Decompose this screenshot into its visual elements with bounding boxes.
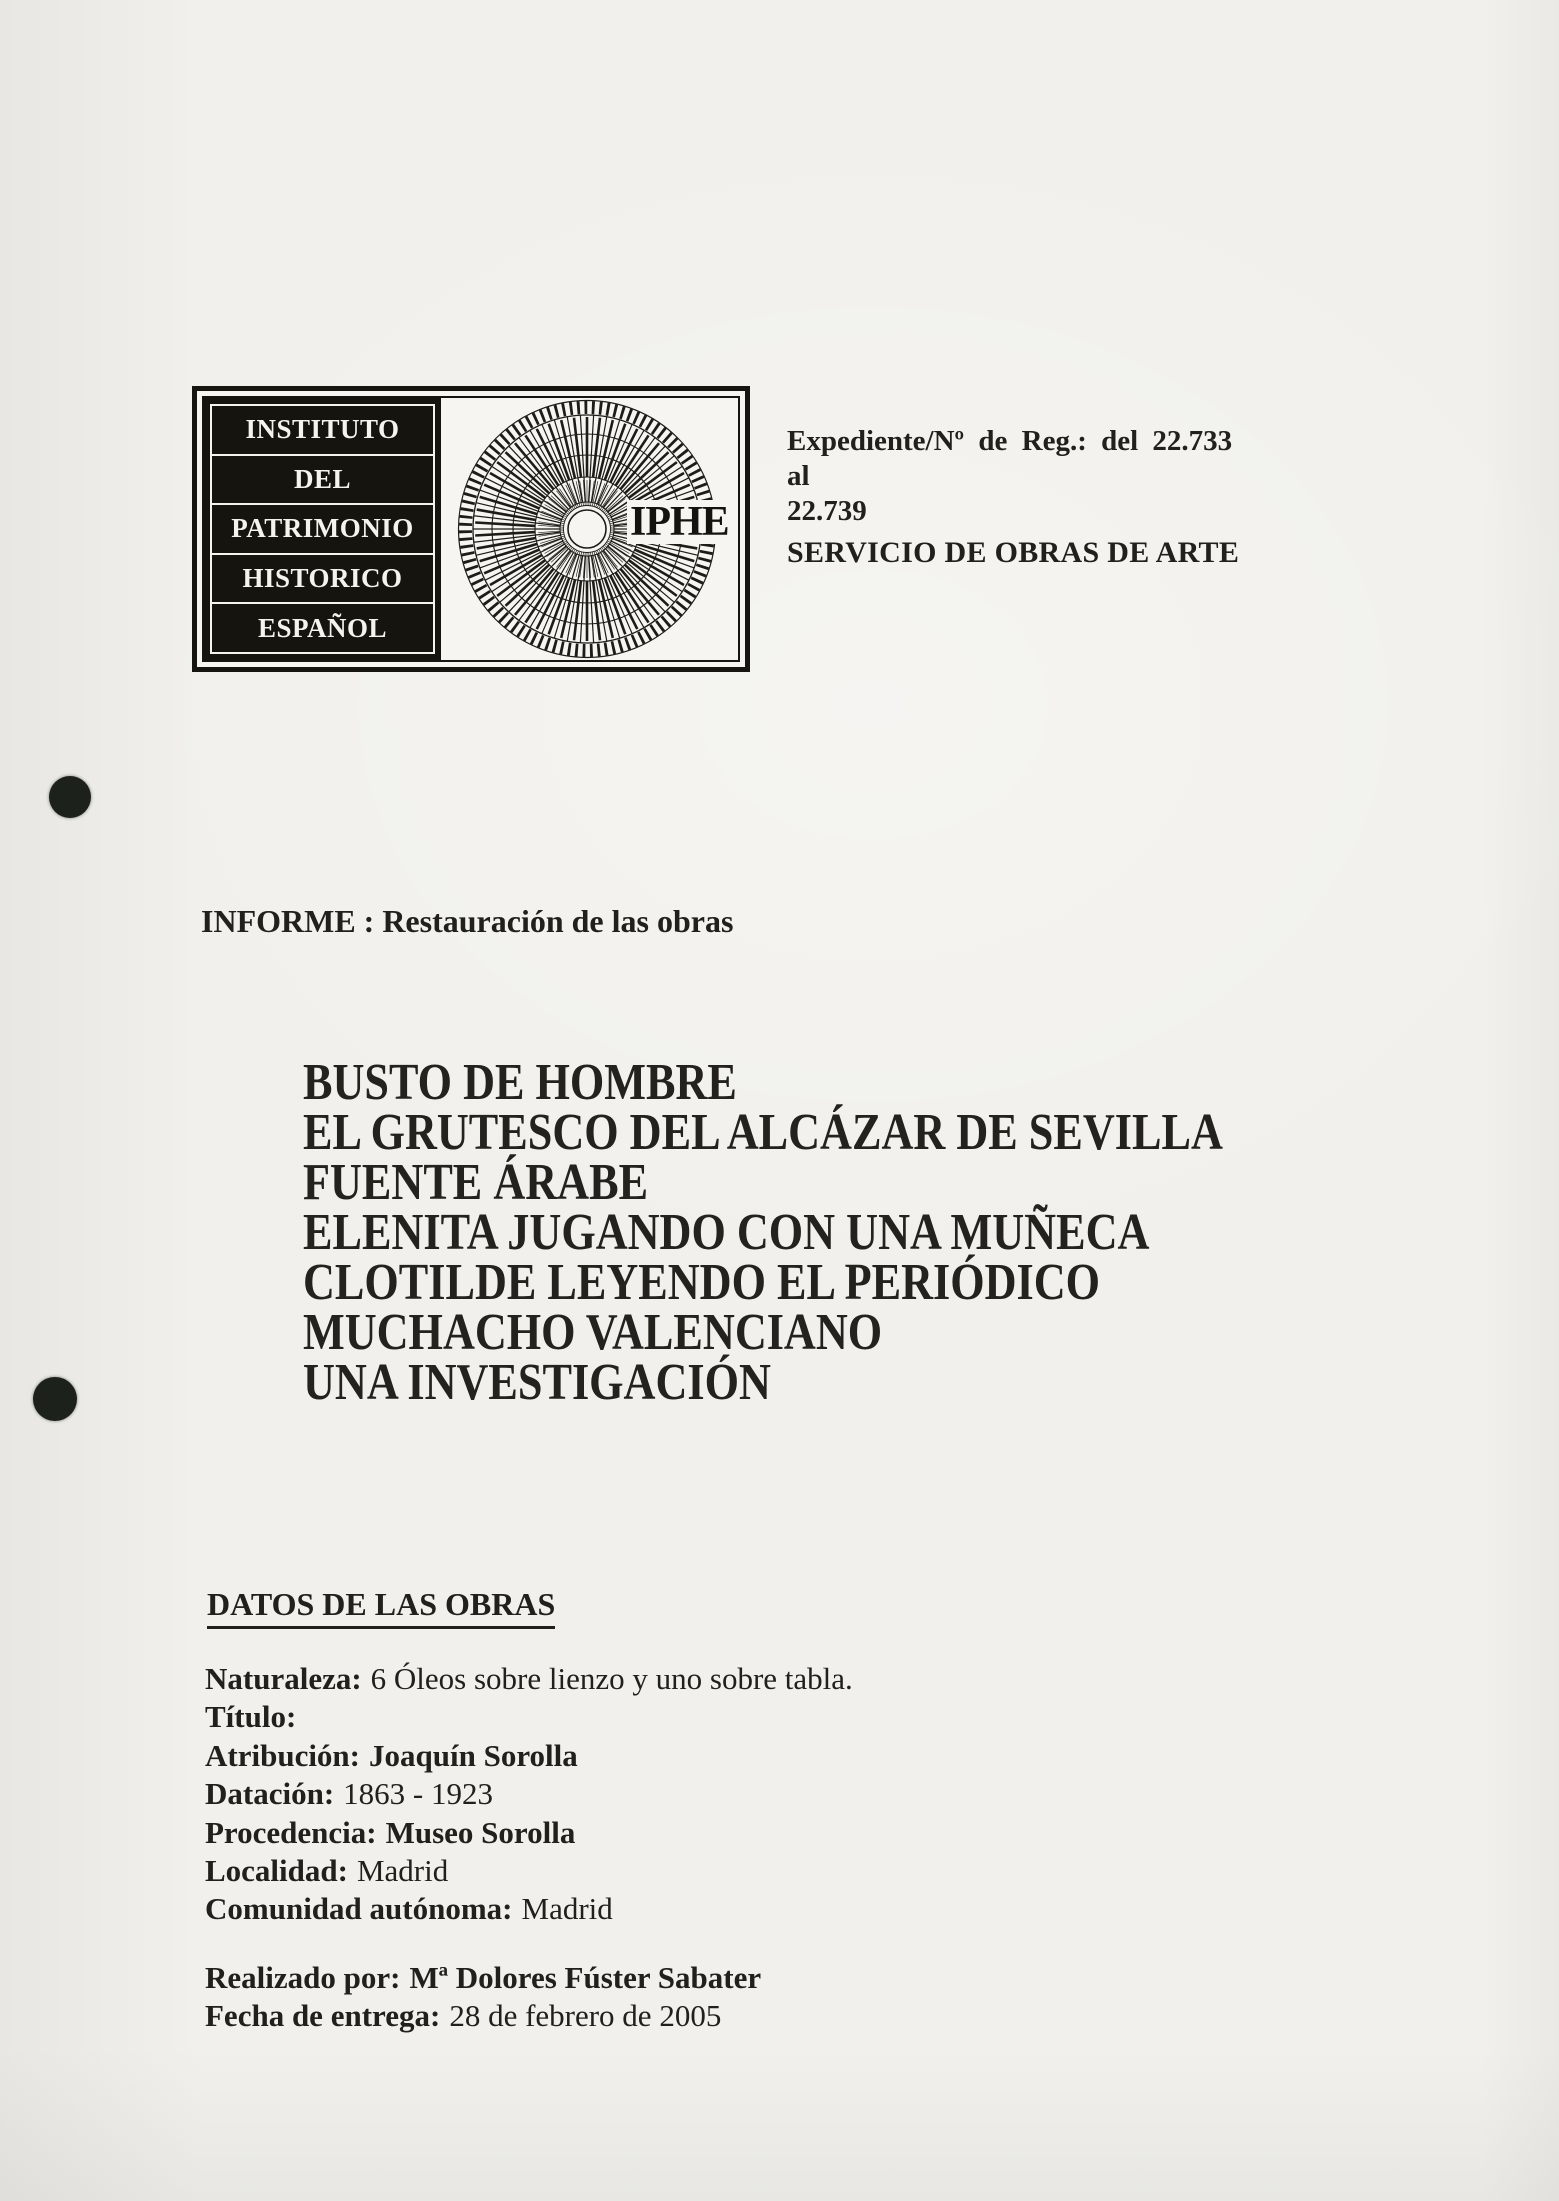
field-comunidad	[205, 1890, 853, 1928]
field-value: 28 de febrero de 2005	[449, 1998, 722, 2034]
section-heading-text: DATOS DE LAS OBRAS	[207, 1586, 555, 1629]
iphe-logo-text-frame	[210, 404, 435, 654]
artwork-title: MUCHACHO VALENCIANO	[303, 1304, 883, 1361]
field-value: Madrid	[521, 1891, 613, 1927]
registry-line-1: Expediente/Nº de Reg.: del 22.733 al	[787, 425, 1233, 492]
field-value: 1863 - 1923	[343, 1776, 493, 1812]
hole-punch-bottom	[33, 1377, 77, 1421]
field-procedencia	[205, 1814, 853, 1852]
iphe-logo-inner-frame	[202, 396, 740, 662]
field-label: Fecha de entrega:	[205, 1998, 441, 2034]
field-realizado-por	[205, 1959, 853, 1997]
field-value: Joaquín Sorolla	[369, 1737, 578, 1773]
field-label: Título:	[205, 1699, 297, 1735]
artwork-data-fields	[205, 1660, 853, 2036]
registry-line-2: 22.739	[787, 495, 867, 527]
iphe-acronym-label: IPHE	[627, 500, 732, 544]
artwork-title: ELENITA JUGANDO CON UNA MUÑECA	[303, 1204, 1150, 1261]
field-datacion	[205, 1775, 853, 1813]
service-title: SERVICIO DE OBRAS DE ARTE	[787, 536, 1240, 569]
hole-punch-top	[49, 776, 91, 818]
artwork-title: UNA INVESTIGACIÓN	[303, 1354, 771, 1411]
field-value: Madrid	[356, 1853, 449, 1889]
field-label: Datación:	[205, 1776, 335, 1812]
report-heading: INFORME : Restauración de las obras	[201, 903, 734, 939]
report-credit-block	[205, 1959, 853, 2036]
artwork-title: FUENTE ÁRABE	[303, 1154, 649, 1211]
logo-row-patrimonio: PATRIMONIO	[212, 505, 433, 555]
field-localidad	[205, 1852, 853, 1890]
logo-row-historico: HISTORICO	[212, 555, 433, 605]
logo-row-instituto: INSTITUTO	[212, 406, 433, 456]
artwork-title: EL GRUTESCO DEL ALCÁZAR DE SEVILLA	[303, 1104, 1223, 1161]
field-titulo	[205, 1698, 853, 1736]
field-label: Comunidad autónoma:	[205, 1891, 513, 1927]
field-atribucion	[205, 1737, 853, 1775]
field-label: Atribución:	[205, 1737, 360, 1773]
field-naturaleza	[205, 1660, 853, 1698]
iphe-logo-text-panel	[204, 398, 441, 660]
logo-row-del: DEL	[212, 456, 433, 506]
field-label: Procedencia:	[205, 1814, 377, 1850]
field-label: Localidad:	[205, 1853, 348, 1889]
field-value: Mª Dolores Fúster Sabater	[409, 1959, 762, 1995]
logo-row-espanol: ESPAÑOL	[257, 612, 388, 643]
field-label: Realizado por:	[205, 1959, 401, 1995]
artwork-title: BUSTO DE HOMBRE	[303, 1054, 737, 1111]
iphe-logo-rosette-panel	[441, 398, 738, 660]
iphe-logo-box	[192, 386, 750, 672]
field-value: 6 Óleos sobre lienzo y uno sobre tabla.	[370, 1661, 853, 1696]
artwork-title-list	[303, 1054, 1223, 1411]
field-value: Museo Sorolla	[385, 1814, 576, 1850]
field-fecha-entrega	[205, 1997, 853, 2035]
section-heading-datos	[207, 1586, 555, 1629]
registry-number-block	[787, 424, 1267, 529]
artwork-title: CLOTILDE LEYENDO EL PERIÓDICO	[303, 1254, 1101, 1311]
field-label: Naturaleza:	[205, 1661, 362, 1696]
